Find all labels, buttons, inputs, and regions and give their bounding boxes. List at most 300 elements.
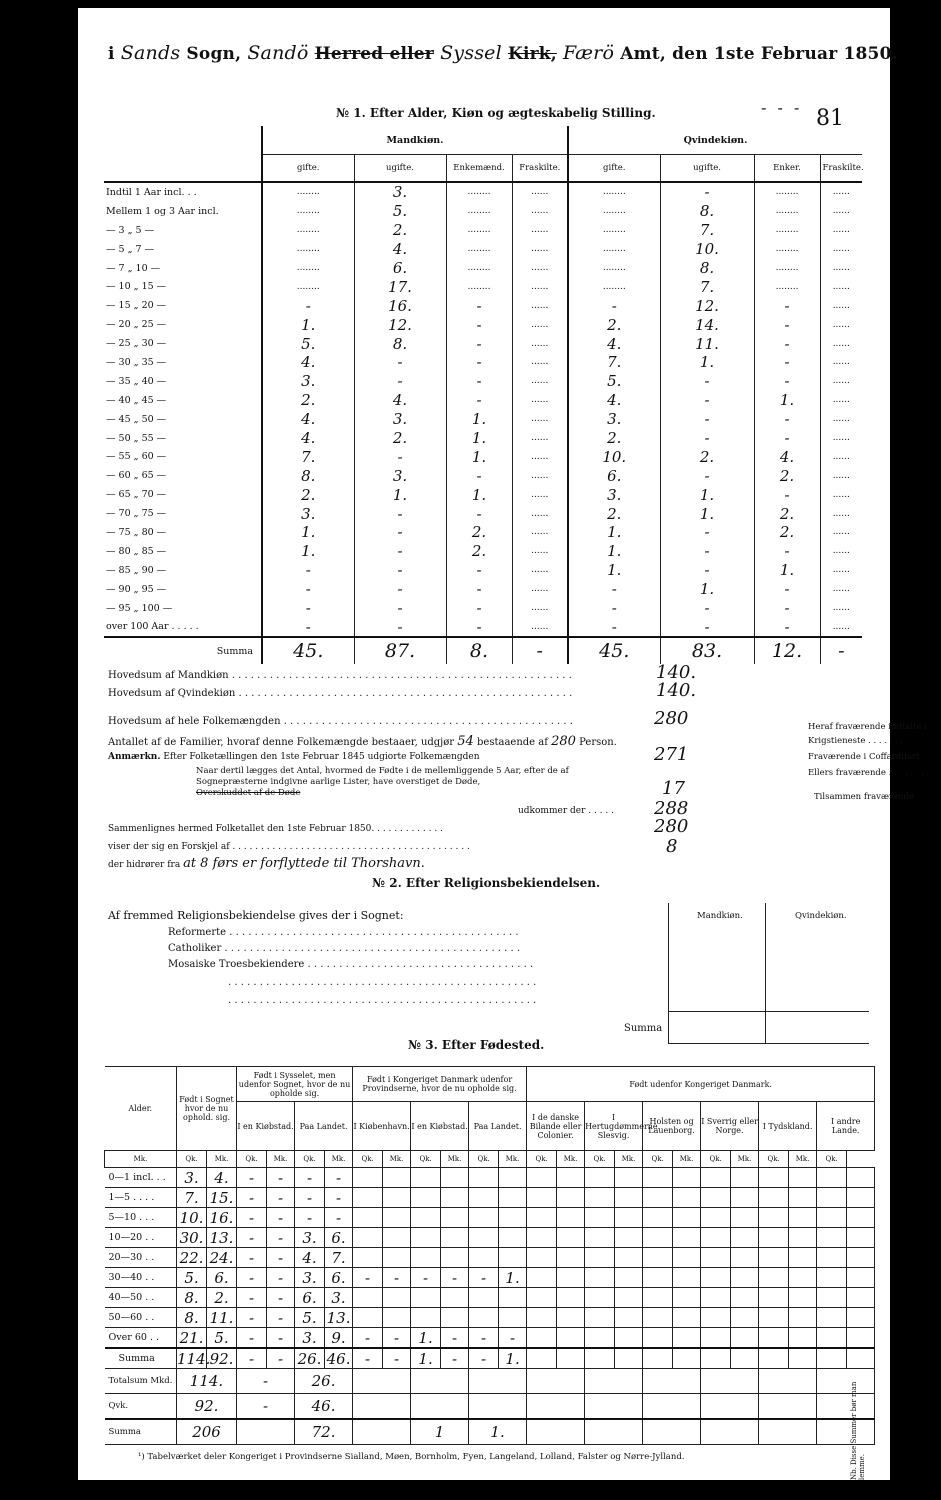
side-note-1: Heraf fraværende indtalte i [808, 722, 927, 732]
cell-value: 7. [262, 447, 354, 466]
total-value [585, 1369, 643, 1394]
cell-value [731, 1228, 759, 1248]
anm-text2: Naar dertil lægges det Antal, hvormed de Fødte i de mellemliggende 5 Aar, efter de af [196, 766, 569, 776]
cell-value [527, 1308, 557, 1328]
cell-value: 3. [262, 504, 354, 523]
cell-value: - [660, 617, 754, 637]
cell-value [527, 1268, 557, 1288]
anm-text3: Sognepræsterne indgivne aarlige Lister, have overstiget de Døde, [196, 777, 481, 787]
cell-value: ...... [512, 617, 568, 637]
cell-value: 1. [754, 391, 820, 410]
cell-value: - [295, 1188, 325, 1208]
cell-value: 16. [207, 1208, 237, 1228]
age-label: — 40 „ 45 — [106, 394, 167, 406]
age-label: — 60 „ 65 — [106, 470, 167, 482]
cell-value [701, 1188, 731, 1208]
religion-col-qvindekion: Qvindekiøn. [795, 911, 847, 921]
age-label: 20—30 . . [105, 1248, 177, 1268]
cell-value: ...... [512, 447, 568, 466]
cell-value: 12. [660, 296, 754, 315]
cell-value: ........ [262, 240, 354, 259]
table-row [104, 372, 862, 391]
age-label: 30—40 . . [105, 1268, 177, 1288]
t3-mk-label: Mk. [325, 1151, 353, 1168]
total-value [469, 1394, 527, 1420]
cell-value: 6. [354, 259, 446, 278]
anm-text4: Overskuddet af de Døde [196, 788, 301, 798]
t3-slesvig-label: Slesvig. [597, 1130, 630, 1140]
cell-value [585, 1168, 615, 1188]
cell-value: - [446, 372, 512, 391]
cell-value [643, 1228, 673, 1248]
cell-value: - [262, 561, 354, 580]
cell-value: ........ [568, 259, 660, 278]
cell-value [701, 1288, 731, 1308]
total-value: 1. [469, 1419, 527, 1445]
cell-value [383, 1168, 411, 1188]
religion-catholiker: Catholiker . . . . . . . . . . . . . . . . . . . . . . . . . . . . . . . . . . . . . . . . . . . . . . . [168, 943, 521, 954]
total-value [527, 1394, 585, 1420]
cell-value [469, 1248, 499, 1268]
cell-value [383, 1208, 411, 1228]
summa-value: - [353, 1348, 383, 1369]
t3-sverige-header: I Sverrig eller Norge. [701, 1102, 759, 1151]
cell-value: ........ [568, 182, 660, 202]
cell-value: - [754, 334, 820, 353]
cell-value [383, 1288, 411, 1308]
total-value [527, 1419, 585, 1445]
cell-value: 2. [568, 315, 660, 334]
cell-value [701, 1228, 731, 1248]
cell-value [585, 1308, 615, 1328]
cell-value [411, 1168, 441, 1188]
cell-value: ...... [512, 391, 568, 410]
age-sex-table [104, 126, 862, 664]
cell-value: - [441, 1328, 469, 1349]
summa-value: 87. [354, 637, 446, 664]
side-note-4: Ellers fraværende . . . . . . . . [808, 768, 930, 778]
cell-value: - [262, 296, 354, 315]
total-value [643, 1419, 701, 1445]
cell-value: 11. [207, 1308, 237, 1328]
cell-value [817, 1168, 847, 1188]
hovedsum-all-label: Hovedsum af hele Folkemængden . . . . . . . . . . . . . . . . . . . . . . . . . . . . . . . . . . . . . . . . . . . . . . [108, 716, 573, 727]
t3-qk-label: Qk. [759, 1151, 789, 1168]
cell-value [499, 1188, 527, 1208]
cell-value: 6. [207, 1268, 237, 1288]
cell-value: 1. [262, 315, 354, 334]
cell-value: 15. [207, 1188, 237, 1208]
cell-value: - [237, 1228, 267, 1248]
anmaerkning-line1 [108, 752, 480, 762]
cell-value: - [754, 296, 820, 315]
summa-value [557, 1348, 585, 1369]
cell-value [527, 1288, 557, 1308]
summa-value [643, 1348, 673, 1369]
anm-value1: 271 [654, 744, 689, 765]
cell-value [789, 1248, 817, 1268]
side-note-3: Fraværende i Coffardifart [808, 752, 920, 762]
t1-sub-f-0: gifte. [568, 155, 660, 183]
sogn-label: Sogn, [186, 44, 242, 64]
cell-value [527, 1188, 557, 1208]
table-row [105, 1288, 875, 1308]
cell-value [731, 1308, 759, 1328]
cell-value: 2. [568, 429, 660, 448]
cell-value [557, 1308, 585, 1328]
cell-value: 8. [177, 1288, 207, 1308]
cell-value [643, 1208, 673, 1228]
cell-value: - [660, 466, 754, 485]
age-label: — 25 „ 30 — [106, 338, 167, 350]
summa-value: 45. [262, 637, 354, 664]
cell-value: 1. [660, 580, 754, 599]
cell-value [615, 1268, 643, 1288]
cell-value: ........ [446, 182, 512, 202]
hovedsum-mandkion-value: 140. [656, 662, 697, 683]
cell-value [643, 1188, 673, 1208]
cell-value [441, 1248, 469, 1268]
cell-value: - [267, 1208, 295, 1228]
cell-value: - [325, 1168, 353, 1188]
cell-value: ........ [446, 259, 512, 278]
total-value [817, 1419, 875, 1445]
cell-value: ...... [820, 240, 862, 259]
cell-value: 7. [177, 1188, 207, 1208]
age-label: 1—5 . . . . [105, 1188, 177, 1208]
cell-value: ...... [820, 429, 862, 448]
cell-value: ...... [820, 182, 862, 202]
cell-value [585, 1288, 615, 1308]
hovedsum-qvindekion-label: Hovedsum af Qvindekiøn . . . . . . . . . . . . . . . . . . . . . . . . . . . . . . . . . . . . . . . . . . . . . . . . . . . . . [108, 688, 573, 699]
cell-value: 2. [754, 466, 820, 485]
cell-value [353, 1188, 383, 1208]
t1-sub-m-2: Enkemænd. [446, 155, 512, 183]
cell-value [383, 1188, 411, 1208]
cell-value: ........ [568, 277, 660, 296]
cell-value: 4. [754, 447, 820, 466]
summa-value [701, 1348, 731, 1369]
hovedsum-qvindekion-value: 140. [656, 680, 697, 701]
cell-value: - [325, 1208, 353, 1228]
t3-mk-label: Mk. [731, 1151, 759, 1168]
cell-value: ........ [446, 202, 512, 221]
cell-value [701, 1308, 731, 1328]
cell-value: 1. [660, 504, 754, 523]
cell-value [499, 1308, 527, 1328]
cell-value: ........ [262, 221, 354, 240]
t3-qk-label: Qk. [411, 1151, 441, 1168]
cell-value: - [295, 1168, 325, 1188]
cell-value [585, 1188, 615, 1208]
total-value [701, 1369, 759, 1394]
cell-value: 7. [660, 221, 754, 240]
cell-value [759, 1308, 789, 1328]
age-label: — 80 „ 85 — [106, 545, 167, 557]
age-label: Indtil 1 Aar incl. . . [106, 186, 197, 198]
total-value: 114. [177, 1369, 237, 1394]
cell-value: - [262, 617, 354, 637]
cell-value [557, 1268, 585, 1288]
cell-value [817, 1268, 847, 1288]
cell-value: ........ [754, 240, 820, 259]
total-value: 26. [295, 1369, 353, 1394]
cell-value: 1. [446, 485, 512, 504]
cell-value: 8. [660, 202, 754, 221]
cell-value: 4. [262, 353, 354, 372]
cell-value: 22. [177, 1248, 207, 1268]
cell-value: 7. [660, 277, 754, 296]
cell-value: ...... [820, 259, 862, 278]
amt-date-label: Amt, den 1ste Februar 1850. [620, 44, 898, 64]
cell-value: - [325, 1188, 353, 1208]
cell-value [817, 1248, 847, 1268]
syssel-handwritten: Syssel [440, 42, 502, 64]
table-row [104, 240, 862, 259]
religion-mosaiske: Mosaiske Troesbekiendere . . . . . . . . . . . . . . . . . . . . . . . . . . . . . . . . . . . . [168, 959, 534, 970]
birthplace-table [104, 1066, 875, 1445]
summa-value [731, 1348, 759, 1369]
age-label: — 3 „ 5 — [106, 224, 155, 236]
cell-value: ........ [262, 182, 354, 202]
cell-value [759, 1228, 789, 1248]
cell-value: 6. [325, 1228, 353, 1248]
hidrorer-label: der hidrører fra [108, 860, 181, 870]
cell-value: ...... [512, 580, 568, 599]
cell-value: - [353, 1328, 383, 1349]
cell-value [441, 1208, 469, 1228]
cell-value: - [446, 504, 512, 523]
table-row [105, 1208, 875, 1228]
cell-value [469, 1208, 499, 1228]
cell-value: 10. [568, 447, 660, 466]
t3-qk-label: Qk. [817, 1151, 847, 1168]
cell-value: ...... [512, 240, 568, 259]
hidrorer-line [108, 856, 425, 871]
cell-value: 21. [177, 1328, 207, 1349]
cell-value [585, 1248, 615, 1268]
cell-value [557, 1288, 585, 1308]
cell-value: - [237, 1208, 267, 1228]
cell-value: - [754, 599, 820, 618]
summa-value: - [237, 1348, 267, 1369]
cell-value: 2. [262, 485, 354, 504]
table-row [104, 221, 862, 240]
kirk-label: Kirk, [508, 44, 557, 64]
cell-value [353, 1308, 383, 1328]
cell-value [441, 1288, 469, 1308]
cell-value: 30. [177, 1228, 207, 1248]
cell-value [441, 1228, 469, 1248]
cell-value: - [267, 1228, 295, 1248]
cell-value: - [446, 466, 512, 485]
cell-value: 2. [660, 447, 754, 466]
age-label: — 15 „ 20 — [106, 300, 167, 312]
cell-value [701, 1208, 731, 1228]
total-value: 92. [177, 1394, 237, 1420]
cell-value: 2. [262, 391, 354, 410]
cell-value [499, 1168, 527, 1188]
cell-value [701, 1268, 731, 1288]
t1-sub-m-0: gifte. [262, 155, 354, 183]
cell-value: 6. [325, 1268, 353, 1288]
cell-value: - [267, 1328, 295, 1349]
cell-value: 12. [354, 315, 446, 334]
cell-value [527, 1328, 557, 1349]
cell-value [759, 1328, 789, 1349]
cell-value: ...... [820, 410, 862, 429]
cell-value [643, 1268, 673, 1288]
cell-value [789, 1288, 817, 1308]
cell-value: - [237, 1288, 267, 1308]
header-prefix: i [108, 44, 115, 64]
cell-value: - [354, 580, 446, 599]
age-label: 50—60 . . [105, 1308, 177, 1328]
table-row [104, 580, 862, 599]
summa-value: 114. [177, 1349, 211, 1368]
cell-value: 3. [568, 485, 660, 504]
cell-value [643, 1308, 673, 1328]
cell-value: 10. [660, 240, 754, 259]
cell-value: ...... [512, 315, 568, 334]
cell-value: ...... [512, 561, 568, 580]
t3-qk-label: Qk. [237, 1151, 267, 1168]
grand-total-row [105, 1419, 875, 1445]
religion-reformerte: Reformerte . . . . . . . . . . . . . . . . . . . . . . . . . . . . . . . . . . . . . . . . . . . . . . [168, 927, 519, 938]
cell-value: - [267, 1168, 295, 1188]
cell-value [759, 1268, 789, 1288]
religion-count-box [668, 903, 869, 1044]
cell-value: 1. [411, 1328, 441, 1349]
section1-title: № 1. Efter Alder, Kiøn og ægteskabelig Stilling. [336, 106, 656, 120]
cell-value: - [754, 580, 820, 599]
cell-value [701, 1328, 731, 1349]
cell-value: 3. [262, 372, 354, 391]
cell-value [643, 1328, 673, 1349]
religion-blank-1: . . . . . . . . . . . . . . . . . . . . . . . . . . . . . . . . . . . . . . . . . . . . . . . . . [228, 977, 537, 988]
cell-value [527, 1228, 557, 1248]
total-value: - [237, 1394, 295, 1420]
cell-value: 7. [325, 1248, 353, 1268]
t3-mk-label: Mk. [557, 1151, 585, 1168]
age-label: — 95 „ 100 — [106, 602, 173, 614]
table-row [104, 296, 862, 315]
summa-value: 92. [207, 1348, 237, 1369]
cell-value [731, 1168, 759, 1188]
cell-value: 24. [207, 1248, 237, 1268]
cell-value [789, 1208, 817, 1228]
cell-value [847, 1248, 875, 1268]
summa-value: 26. [295, 1348, 325, 1369]
t3-landet2-header: Paa Landet. [469, 1102, 527, 1151]
cell-value: - [354, 372, 446, 391]
cell-value: ...... [512, 599, 568, 618]
cell-value [731, 1208, 759, 1228]
religion-intro: Af fremmed Religionsbekiendelse gives der i Sognet: [108, 909, 404, 922]
cell-value: 1. [446, 447, 512, 466]
cell-value: 5. [177, 1268, 207, 1288]
cell-value [499, 1208, 527, 1228]
footnote: ¹) Tabelværket deler Kongeriget i Provindserne Sialland, Møen, Bornholm, Fyen, Langeland, Lolland, Falster og Nørre-Jylland. [138, 1452, 685, 1462]
total-value [411, 1394, 469, 1420]
summa-value [673, 1348, 701, 1369]
cell-value: ........ [262, 277, 354, 296]
cell-value [731, 1288, 759, 1308]
cell-value: - [267, 1188, 295, 1208]
religion-box-divider [765, 903, 766, 1043]
t3-mk-label: Mk. [105, 1151, 177, 1168]
t3-mk-label: Mk. [615, 1151, 643, 1168]
cell-value: - [754, 542, 820, 561]
total-value [759, 1394, 817, 1420]
table-row [104, 391, 862, 410]
cell-value: ...... [512, 202, 568, 221]
table-row [104, 429, 862, 448]
summa-value: - [820, 637, 862, 664]
cell-value [759, 1188, 789, 1208]
cell-value: 8. [262, 466, 354, 485]
summa-value [585, 1348, 615, 1369]
t3-udenfor-sogn-header: Født i Sysselet, men udenfor Sognet, hvor de nu opholde sig. [237, 1067, 353, 1102]
t3-alder-header: Alder. [105, 1067, 177, 1151]
cell-value: - [446, 334, 512, 353]
cell-value [585, 1328, 615, 1349]
cell-value: 1. [568, 542, 660, 561]
cell-value [441, 1308, 469, 1328]
sogn-handwritten: Sands [120, 42, 181, 64]
table-row [105, 1328, 875, 1349]
cell-value: - [441, 1268, 469, 1288]
cell-value: - [354, 561, 446, 580]
total-value: - [237, 1369, 295, 1394]
table-row [105, 1188, 875, 1208]
table-row [104, 561, 862, 580]
total-value: 1 [411, 1419, 469, 1445]
cell-value: - [262, 599, 354, 618]
total-value [643, 1394, 701, 1420]
religion-summa: Summa [624, 1023, 663, 1034]
cell-value: ...... [512, 182, 568, 202]
cell-value: - [660, 391, 754, 410]
age-label: — 5 „ 7 — [106, 243, 155, 255]
cell-value: 7. [568, 353, 660, 372]
cell-value: ...... [512, 353, 568, 372]
age-label: Over 60 . . [105, 1328, 177, 1349]
cell-value: ........ [262, 259, 354, 278]
cell-value: 4. [568, 334, 660, 353]
cell-value: - [568, 580, 660, 599]
total-value [527, 1369, 585, 1394]
t3-qk-label: Qk. [527, 1151, 557, 1168]
age-label: 40—50 . . [105, 1288, 177, 1308]
cell-value: - [237, 1328, 267, 1349]
age-label: — 75 „ 80 — [106, 526, 167, 538]
cell-value: 1. [568, 523, 660, 542]
cell-value: 1. [354, 485, 446, 504]
cell-value [615, 1168, 643, 1188]
cell-value: - [383, 1328, 411, 1349]
t3-landet-header: Paa Landet. [295, 1102, 353, 1151]
section3-title: № 3. Efter Fødested. [408, 1038, 545, 1052]
cell-value: - [267, 1248, 295, 1268]
cell-value [469, 1168, 499, 1188]
cell-value [673, 1168, 701, 1188]
cell-value [557, 1208, 585, 1228]
total-label: Summa [105, 1419, 177, 1445]
familier-label: Antallet af de Familier, hvoraf denne Folkemængde bestaaer, udgjør [108, 737, 455, 748]
summa-value: - [469, 1348, 499, 1369]
summa-value [615, 1348, 643, 1369]
